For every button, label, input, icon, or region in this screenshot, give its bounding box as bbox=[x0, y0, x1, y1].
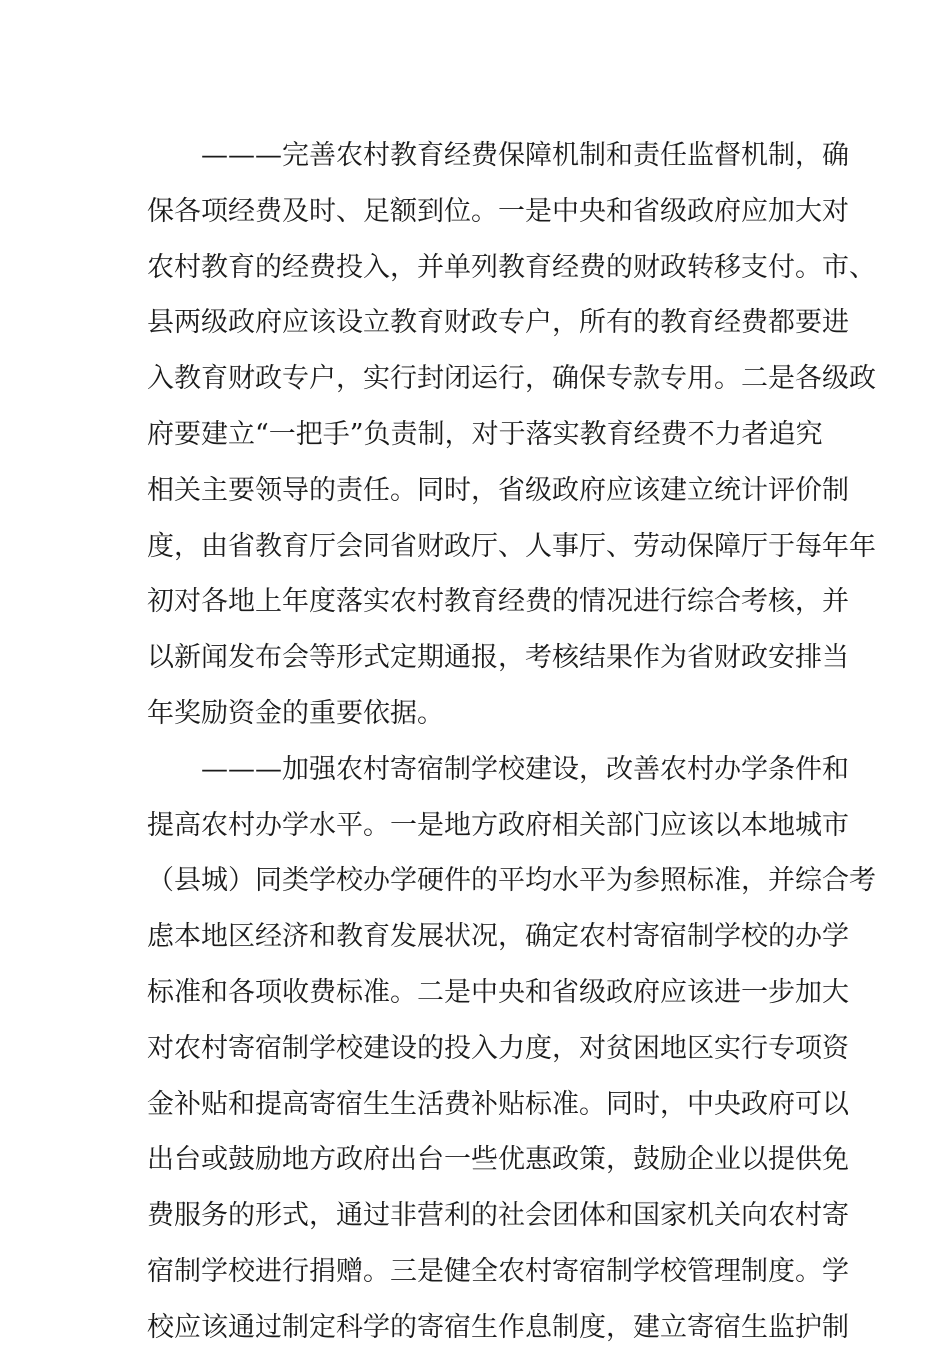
paragraph-1-line-7: 相关主要领导的责任。同时，省级政府应该建立统计评价制 bbox=[147, 474, 849, 506]
paragraph-2-line-3: （县城）同类学校办学硬件的平均水平为参照标准，并综合考 bbox=[147, 865, 876, 897]
paragraph-1-line-2: 保各项经费及时、足额到位。一是中央和省级政府应加大对 bbox=[147, 195, 849, 227]
paragraph-1-line-11: 年奖励资金的重要依据。 bbox=[147, 697, 444, 729]
paragraph-1-line-5: 入教育财政专户，实行封闭运行，确保专款专用。二是各级政 bbox=[147, 363, 876, 395]
paragraph-2-line-10: 宿制学校进行捐赠。三是健全农村寄宿制学校管理制度。学 bbox=[147, 1255, 849, 1287]
body-text bbox=[147, 128, 876, 1356]
paragraph-2-line-11: 校应该通过制定科学的寄宿生作息制度，建立寄宿生监护制 bbox=[147, 1311, 849, 1343]
paragraph-2-line-8: 出台或鼓励地方政府出台一些优惠政策，鼓励企业以提供免 bbox=[147, 1144, 849, 1176]
paragraph-2-line-7: 金补贴和提高寄宿生生活费补贴标准。同时，中央政府可以 bbox=[147, 1088, 849, 1120]
paragraph-2-line-4: 虑本地区经济和教育发展状况，确定农村寄宿制学校的办学 bbox=[147, 921, 849, 953]
paragraph-2-line-6: 对农村寄宿制学校建设的投入力度，对贫困地区实行专项资 bbox=[147, 1032, 849, 1064]
paragraph-1-line-4: 县两级政府应该设立教育财政专户，所有的教育经费都要进 bbox=[147, 307, 849, 339]
paragraph-1-line-9: 初对各地上年度落实农村教育经费的情况进行综合考核，并 bbox=[147, 586, 849, 618]
paragraph-1-line-6: 府要建立“一把手”负责制，对于落实教育经费不力者追究 bbox=[147, 418, 823, 450]
paragraph-1-line-8: 度，由省教育厅会同省财政厅、人事厅、劳动保障厅于每年年 bbox=[147, 530, 876, 562]
paragraph-2-line-1: ———加强农村寄宿制学校建设，改善农村办学条件和 bbox=[201, 753, 849, 785]
paragraph-1-line-1: ———完善农村教育经费保障机制和责任监督机制，确 bbox=[201, 140, 849, 171]
paragraph-2-line-5: 标准和各项收费标准。二是中央和省级政府应该进一步加大 bbox=[147, 976, 849, 1008]
paragraph-1-line-10: 以新闻发布会等形式定期通报，考核结果作为省财政安排当 bbox=[147, 642, 849, 674]
paragraph-2-line-9: 费服务的形式，通过非营利的社会团体和国家机关向农村寄 bbox=[147, 1200, 849, 1232]
paragraph-1-line-3: 农村教育的经费投入，并单列教育经费的财政转移支付。市、 bbox=[147, 251, 876, 283]
paragraph-2-line-2: 提高农村办学水平。一是地方政府相关部门应该以本地城市 bbox=[147, 809, 849, 841]
